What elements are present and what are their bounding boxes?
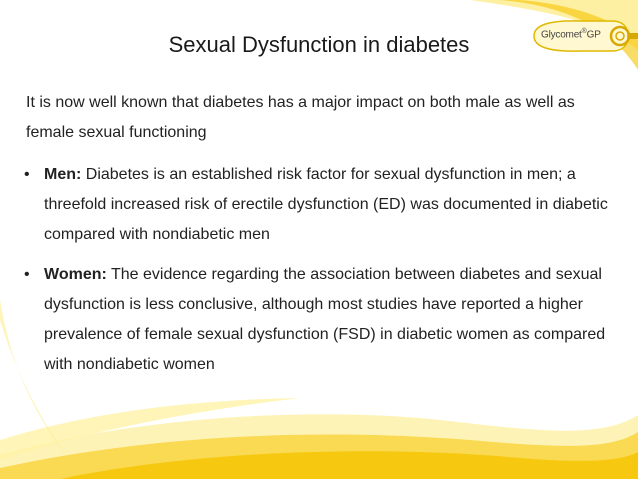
bullet-marker: • bbox=[24, 166, 30, 183]
bullet-men bbox=[24, 160, 624, 250]
bullet-lead-men: Men: bbox=[44, 166, 82, 183]
bullet-text-women: The evidence regarding the association between diabetes and sexual dysfunction is less conclusive, although most studies have reported a higher prevalence of female sexual dysfunction (FSD) in diabetic women as compared with nondiabetic women bbox=[44, 266, 606, 373]
intro-paragraph: It is now well known that diabetes has a major impact on both male as well as female sexual functioning bbox=[26, 94, 575, 141]
logo-wordmark: Glycomet®GP bbox=[541, 28, 601, 41]
bullet-list bbox=[24, 160, 624, 380]
bullet-text-men: Diabetes is an established risk factor for sexual dysfunction in men; a threefold increased risk of erectile dysfunction (ED) was documented in diabetic compared with nondiabetic men bbox=[44, 166, 608, 243]
bullet-women bbox=[24, 260, 624, 380]
bullet-marker: • bbox=[24, 266, 30, 283]
slide-title: Sexual Dysfunction in diabetes bbox=[168, 32, 470, 57]
bullet-lead-women: Women: bbox=[44, 266, 107, 283]
